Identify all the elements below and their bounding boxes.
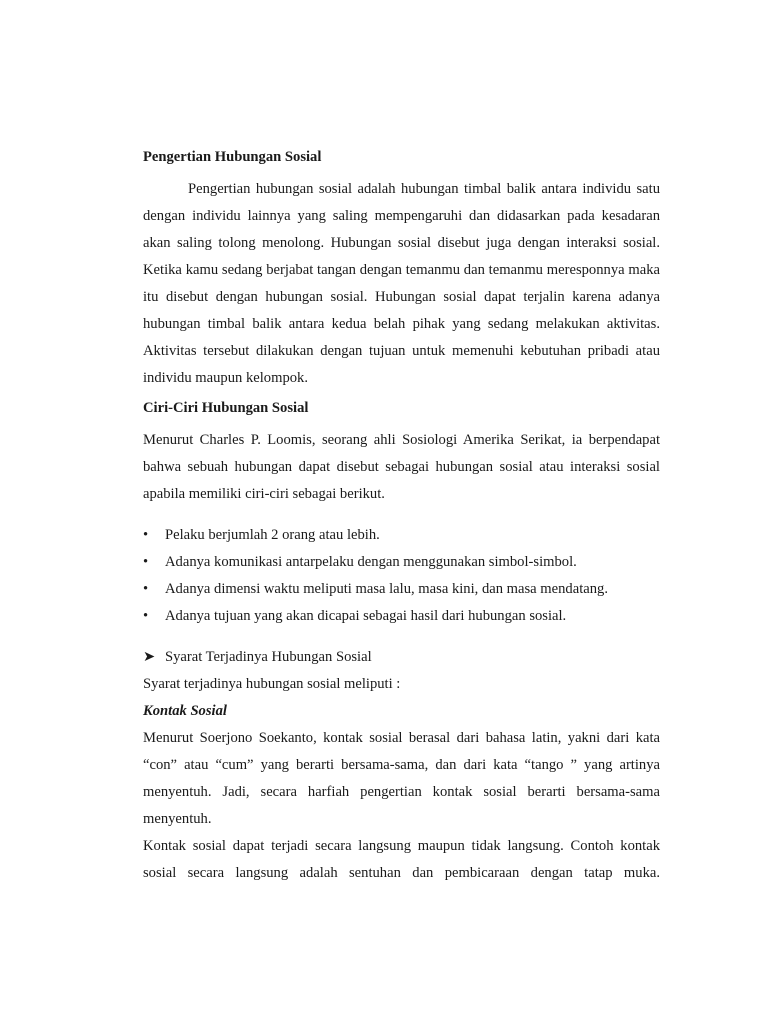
list-item [143,603,660,630]
bullet-list [143,522,660,630]
document-body [143,146,660,887]
section-title-syarat: Syarat Terjadinya Hubungan Sosial [165,649,372,665]
section-title-pengertian: Pengertian Hubungan Sosial [143,149,322,165]
bullet-icon: • [143,527,149,543]
arrow-heading [143,644,660,671]
arrow-bullet-icon: ➤ [143,649,156,665]
list-item [143,576,660,603]
paragraph-kontak-sosial-1: Menurut Soerjono Soekanto, kontak sosial berasal dari bahasa latin, yakni dari kata “con” atau “cum” yang berarti bersama-sama, dan dari kata “tango ” yang artinya menyentuh. Jadi, secara harfiah pengertian kontak sosial berarti bersama-sama menyentuh. [143,730,660,827]
paragraph-kontak-sosial-2: Kontak sosial dapat terjadi secara langsung maupun tidak langsung. Contoh kontak sosial secara langsung adalah sentuhan dan pembicaraan dengan tatap muka. [143,838,660,881]
syarat-intro: Syarat terjadinya hubungan sosial meliputi : [143,676,401,692]
bullet-icon: • [143,581,149,597]
section-title-ciri-ciri: Ciri-Ciri Hubungan Sosial [143,400,309,416]
list-item-text: Adanya dimensi waktu meliputi masa lalu, masa kini, dan masa mendatang. [165,581,608,597]
list-item-text: Adanya tujuan yang akan dicapai sebagai hasil dari hubungan sosial. [165,608,567,624]
subsection-title-kontak-sosial: Kontak Sosial [143,703,227,719]
paragraph-ciri-ciri: Menurut Charles P. Loomis, seorang ahli Sosiologi Amerika Serikat, ia berpendapat bahwa sebuah hubungan dapat disebut sebagai hubungan sosial atau interaksi sosial apabila memiliki ciri-ciri sebagai berikut. [143,432,660,502]
list-item [143,549,660,576]
list-item-text: Adanya komunikasi antarpelaku dengan menggunakan simbol-simbol. [165,554,577,570]
bullet-icon: • [143,608,149,624]
paragraph-pengertian: Pengertian hubungan sosial adalah hubungan timbal balik antara individu satu dengan individu lainnya yang saling mempengaruhi dan didasarkan pada kesadaran akan saling tolong menolong. Hubungan sosial disebut juga dengan interaksi sosial. Ketika kamu sedang berjabat tangan dengan temanmu dan temanmu meresponnya maka itu disebut dengan hubungan sosial. Hubungan sosial dapat terjalin karena adanya hubungan timbal balik antara kedua belah pihak yang sedang melakukan aktivitas. Aktivitas tersebut dilakukan dengan tujuan untuk memenuhi kebutuhan pribadi atau individu maupun kelompok. [143,181,660,386]
bullet-icon: • [143,554,149,570]
list-item-text: Pelaku berjumlah 2 orang atau lebih. [165,527,380,543]
list-item [143,522,660,549]
